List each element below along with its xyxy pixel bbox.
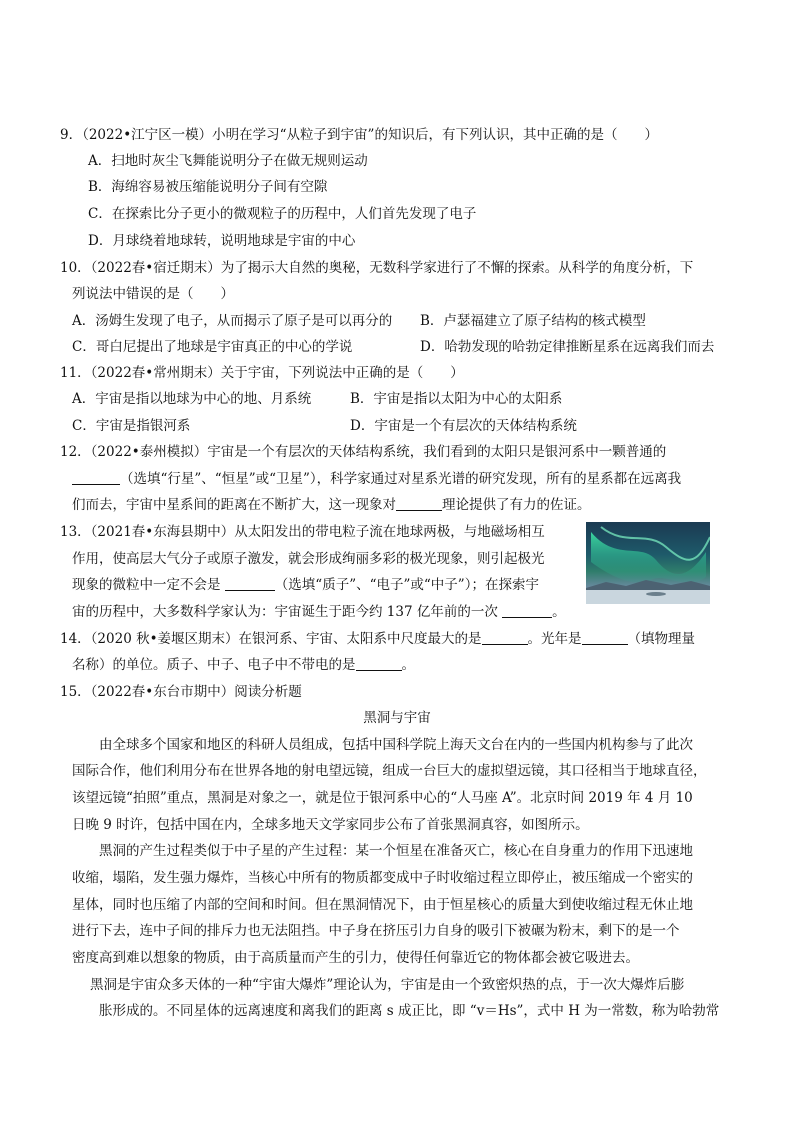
q15-p2-line2: 收缩，塌陷，发生强力爆炸，当核心中所有的物质都变成中子时收缩过程立即停止，被压缩成一个密实的	[72, 870, 693, 886]
q13-line1: 13．（2021春•东海县期中）从太阳发出的带电粒子流在地球两极，与地磁场相互	[60, 524, 545, 540]
q15-title: 黑洞与宇宙	[363, 710, 431, 726]
q9-stem: 9．（2022•江宁区一模）小明在学习“从粒子到宇宙”的知识后，有下列认识，其中正确的是（ ）	[60, 127, 658, 143]
q14-line2-text-a: 名称）的单位。质子、中子、电子中不带电的是	[72, 657, 356, 673]
q14-blank-2[interactable]	[582, 630, 628, 645]
q15-p2-line5: 密度高到难以想象的物质，由于高质量而产生的引力，使得任何靠近它的物体都会被它吸进去。	[72, 950, 639, 966]
q14-blank-3[interactable]	[356, 656, 402, 671]
q12-line1: 12．（2022•泰州模拟）宇宙是一个有层次的天体结构系统，我们看到的太阳只是银河系中一颗普通的	[60, 444, 667, 460]
q15-p1-line1: 由全球多个国家和地区的科研人员组成，包括中国科学院上海天文台在内的一些国内机构参与了此次	[99, 737, 693, 753]
q12-line3	[72, 495, 591, 515]
q15-p2-line1: 黑洞的产生过程类似于中子星的产生过程：某一个恒星在准备灭亡，核心在自身重力的作用下迅速地	[99, 843, 693, 859]
aurora-illustration	[586, 522, 710, 604]
q11-option-c: C．宇宙是指银河系	[72, 418, 191, 434]
q14-line1-text-a: 14．（2020 秋•姜堰区期末）在银河系、宇宙、太阳系中尺度最大的是	[60, 631, 482, 647]
q15-p3-line1: 黑洞是宇宙众多天体的一种“宇宙大爆炸”理论认为，宇宙是由一个致密炽热的点，于一次大爆炸后膨	[90, 977, 685, 993]
q12-line2	[72, 469, 681, 489]
q13-line4: 宙的历程中，大多数科学家认为：宇宙诞生于距今约 137 亿年前的一次 。	[72, 604, 566, 620]
q14-line1-text-b: 。光年是	[527, 631, 582, 647]
q14-line2	[72, 655, 415, 675]
q14-blank-1[interactable]	[482, 630, 528, 645]
q12-blank-2[interactable]	[396, 496, 442, 511]
q10-stem-line2: 列说法中错误的是（ ）	[72, 286, 234, 302]
q12-line3-text-a: 们而去，宇宙中星系间的距离在不断扩大，这一现象对	[72, 497, 396, 513]
q14-line1-text-c: （填物理量	[627, 631, 696, 647]
q13-blank-1[interactable]	[225, 576, 275, 591]
q13-line3-text-a: 现象的微粒中一定不会是	[72, 577, 225, 593]
q15-p1-line3: 该望远镜“拍照”重点，黑洞是对象之一，就是位于银河系中心的“人马座 A”。北京时间 2019 年 4 月 10	[72, 790, 693, 806]
q13-line3	[72, 575, 539, 595]
q11-option-a: A．宇宙是指以地球为中心的地、月系统	[72, 391, 312, 407]
q10-option-b: B．卢瑟福建立了原子结构的核式模型	[420, 313, 646, 329]
q15-p2-line3: 星体，同时也压缩了内部的空间和时间。但在黑洞情况下，由于恒星核心的质量大到使收缩过程无休止地	[72, 897, 693, 913]
q13-line4-text: 宙的历程中，大多数科学家认为：宇宙诞生于距今约 137 亿年前的一次	[72, 604, 503, 620]
aurora-image	[586, 522, 710, 604]
q15-p1-line2: 国际合作，他们利用分布在世界各地的射电望远镜，组成一台巨大的虚拟望远镜，其口径相当于地球直径，	[72, 763, 707, 779]
q11-stem: 11．（2022春•常州期末）关于宇宙，下列说法中正确的是（ ）	[60, 365, 464, 381]
q11-option-d: D．宇宙是一个有层次的天体结构系统	[350, 418, 577, 434]
q9-option-c: C．在探索比分子更小的微观粒子的历程中，人们首先发现了电子	[88, 206, 477, 222]
q15-p2-line4: 进行下去，连中子间的排斥力也无法阻挡。中子身在挤压引力自身的吸引下被碾为粉末，剩下的是一个	[72, 923, 680, 939]
q15-p1-line4: 日晚 9 时许，包括中国在内，全球多地天文学家同步公布了首张黑洞真容，如图所示。	[72, 817, 589, 833]
q10-option-d: D．哈勃发现的哈勃定律推断星系在远离我们而去	[420, 339, 715, 355]
q13-line2: 作用，使高层大气分子或原子激发，就会形成绚丽多彩的极光现象，则引起极光	[72, 551, 545, 567]
q10-option-c: C．哥白尼提出了地球是宇宙真正的中心的学说	[72, 339, 353, 355]
q13-blank-2[interactable]	[502, 603, 552, 618]
q12-line3-text-b: 理论提供了有力的佐证。	[442, 497, 591, 513]
q12-line2-text: （选填“行星”、“恒星”或“卫星”），科学家通过对星系光谱的研究发现，所有的星系都在远离我	[120, 471, 682, 487]
q13-line3-text-b: （选填“质子”、“电子”或“中子”）；在探索宇	[274, 577, 539, 593]
q9-option-d: D．月球绕着地球转，说明地球是宇宙的中心	[88, 233, 356, 249]
q11-option-b: B．宇宙是指以太阳为中心的太阳系	[350, 391, 563, 407]
q10-stem-line1: 10．（2022春•宿迁期末）为了揭示大自然的奥秘，无数科学家进行了不懈的探索。从科学的角度分析，下	[60, 260, 694, 276]
q10-option-a: A．汤姆生发现了电子，从而揭示了原子是可以再分的	[72, 313, 393, 329]
q14-line2-text-b: 。	[401, 657, 415, 673]
q9-option-b: B．海绵容易被压缩能说明分子间有空隙	[88, 179, 328, 195]
q14-line1	[60, 629, 695, 649]
q15-stem: 15．（2022春•东台市期中）阅读分析题	[60, 684, 302, 700]
q12-blank-1[interactable]	[72, 470, 120, 485]
q9-option-a: A．扫地时灰尘飞舞能说明分子在做无规则运动	[88, 153, 368, 169]
q15-p3-line2: 胀形成的。不同星体的远离速度和离我们的距离 s 成正比，即 “v＝Hs”，式中 H 为一常数，称为哈勃常	[99, 1003, 720, 1019]
